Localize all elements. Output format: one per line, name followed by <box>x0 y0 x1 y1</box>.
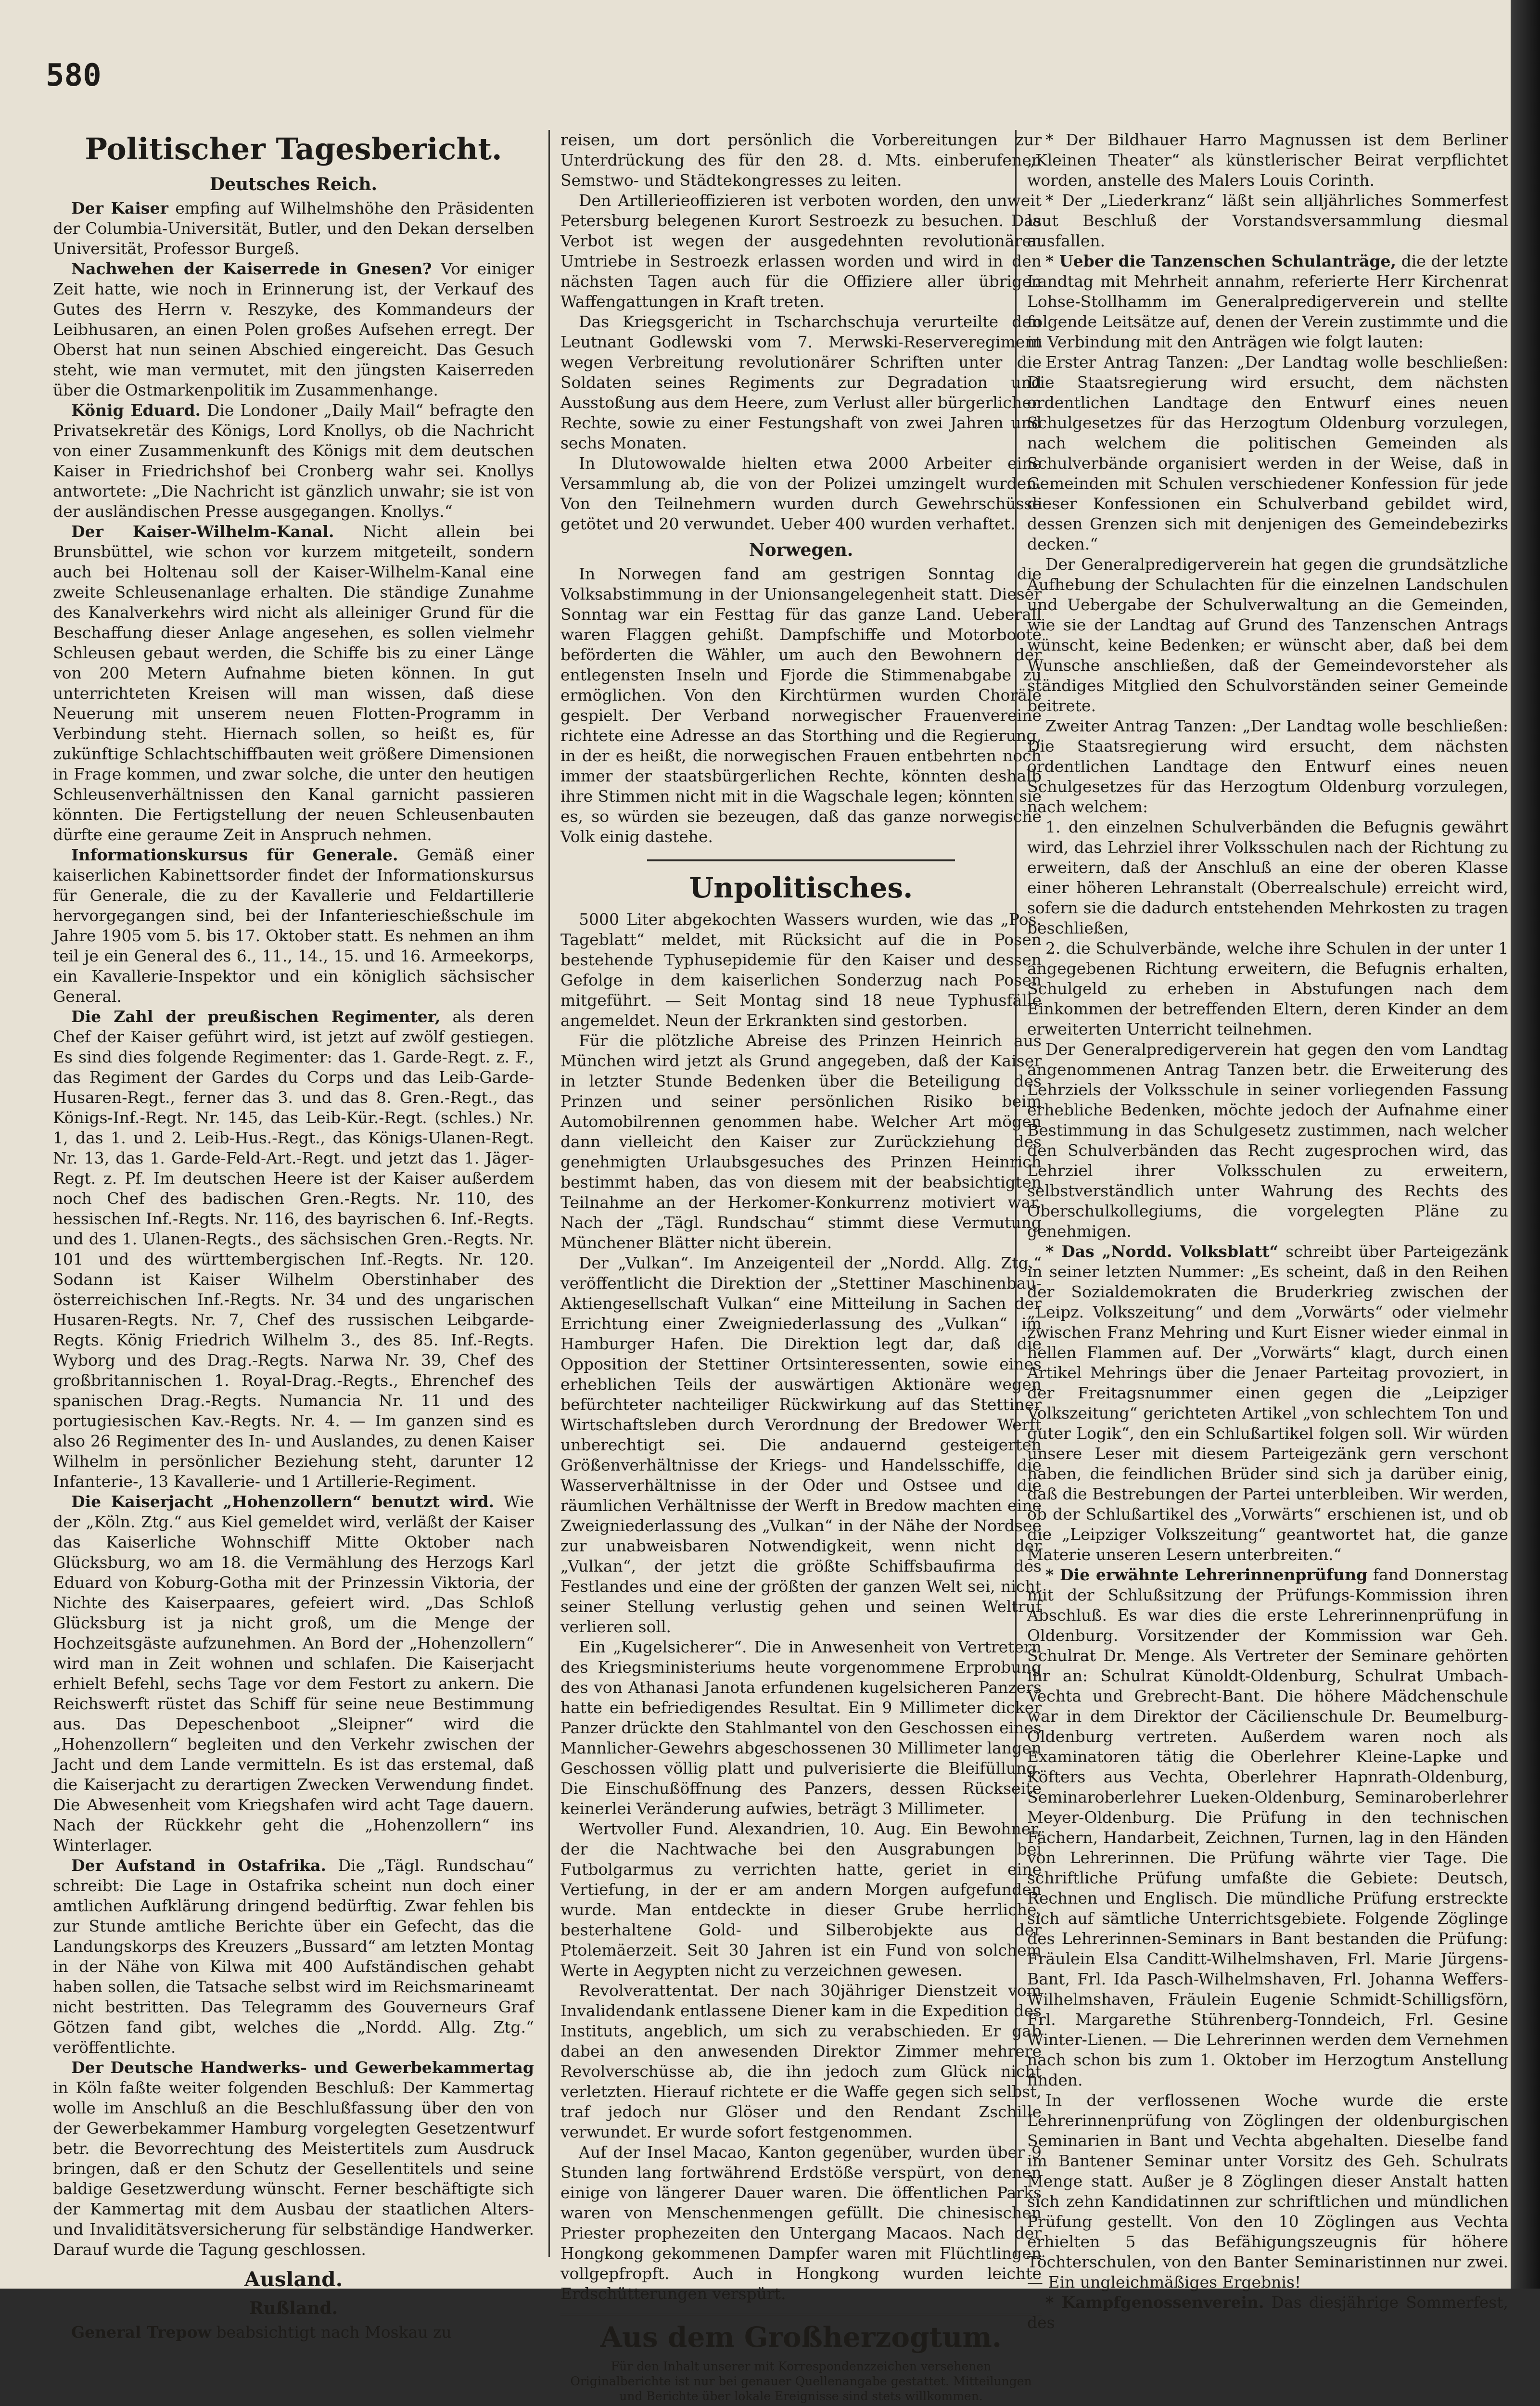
page-title: Politischer Tagesbericht. <box>85 131 502 166</box>
article: In Dlutowowalde hielten etwa 2000 Arbeiter eine Versammlung ab, die von der Polizei umzingelt wurden. Von den Teilnehmern wurden durch Gewehrschüsse getötet und 20 verwundet. Ueber 400 wurden verhaftet. <box>560 454 1042 533</box>
section-heading-ausland: Ausland. <box>244 2267 343 2291</box>
regional-section <box>560 2314 1042 2406</box>
article: In Norwegen fand am gestrigen Sonntag die Volksabstimmung in der Unionsangelegenheit statt. Dieser Sonntag war ein Festtag für das ganze Land. Ueberall waren Flaggen gehißt. Dampfschiffe und Motorboote beförderten die Wähler, um auch den Bewohnern der entlegensten Inseln und Fjorde die Stimmenabgabe zu ermöglichen. Von den Kirchtürmen wurden Choräle gespielt. Der Verband norwegischer Frauenvereine richtete eine Adresse an das Storthing und die Regierung, in der es heißt, die norwegischen Frauen entbehrten noch immer der staatsbürgerlichen Rechte, könnten deshalb ihre Stimmen nicht mit in die Wagschale legen; könnten sie es, so würden sie bezeugen, daß das ganze norwegische Volk einig dastehe. <box>560 564 1042 846</box>
article: Erster Antrag Tanzen: „Der Landtag wolle beschließen: Die Staatsregierung wird ersucht, dem nächsten ordentlichen Landtage den Entwurf eines neuen Schulgesetzes für das Herzogtum Oldenburg vorzulegen, nach welchem die politischen Gemeinden als Schulverbände organisiert werden in der Weise, daß in Gemeinden mit Schulen verschiedener Konfession für jede dieser Konfessionen ein Schulverband gebildet wird, dessen Grenzen sich mit denjenigen des Gemeindebezirks decken.“ <box>1027 353 1508 553</box>
article-lead: Die Kaiserjacht „Hohenzollern“ benutzt wird. <box>71 1492 495 1511</box>
column-1 <box>53 130 534 2342</box>
article: Revolverattentat. Der nach 30jähriger Dienstzeit vom Invalidendank entlassene Diener kam in die Expedition des Instituts, angeblich, um sich zu verabschieden. Er gab dabei an den anwesenden Direktor Zimmer mehrere Revolverschüsse ab, die ihn jedoch zum Glück nicht verletzten. Hierauf richtete er die Waffe gegen sich selbst, traf jedoch nur Glöser und den Rendant Zschille verwundet. Er wurde sofort festgenommen. <box>560 1981 1042 2141</box>
article-lead: Nachwehen der Kaiserrede in Gnesen? <box>71 259 432 278</box>
article: Wertvoller Fund. Alexandrien, 10. Aug. Ein Bewohner, der die Nachtwache bei den Ausgrabungen bei Futbolgarmus zu verrichten hatte, geriet in eine Vertiefung, in der er am andern Morgen aufgefunden wurde. Man entdeckte in dieser Grube herrliche, besterhaltene Gold- und Silberobjekte aus der Ptolemäerzeit. Seit 30 Jahren ist ein Fund von solchem Werte in Aegypten nicht zu verzeichnen gewesen. <box>560 1819 1042 1980</box>
section-divider <box>647 859 955 861</box>
article <box>53 2322 534 2342</box>
article: Für die plötzliche Abreise des Prinzen Heinrich aus München wird jetzt als Grund angegeben, daß der Kaiser in letzter Stunde Bedenken über die Beteiligung des Prinzen und seiner persönlichen Risiko beim Automobilrennen genommen habe. Welcher Art mögen dann vielleicht den Kaiser zur Zurückziehung des genehmigten Urlaubsgesuches des Prinzen Heinrich bestimmt haben, das von diesem mit der beabsichtigten Teilnahme an der Herkomer-Konkurrenz motiviert war. Nach der „Tägl. Rundschau“ stimmt diese Vermutung Münchener Blätter nicht überein. <box>560 1031 1042 1252</box>
article-text: Vor einiger Zeit hatte, wie noch in Erinnerung ist, der Verkauf des Gutes des Herrn v. Reszyke, des Kommandeurs der Leibhusaren, an einen Polen großes Aufsehen erregt. Der Oberst hat nun seinen Abschied eingereicht. Das Gesuch steht, wie man vermutet, mit den jüngsten Kaiserreden über die Ostmarkenpolitik im Zusammenhange. <box>53 259 534 399</box>
column-rule <box>548 130 550 2257</box>
article <box>53 1007 534 1492</box>
article: Der Generalpredigerverein hat gegen die grundsätzliche Aufhebung der Schulachten für die einzelnen Landschulen und Uebergabe der Schulverwaltung an die Gemeinden, wie sie der Landtag auf Grund des Tanzenschen Antrags wünscht, keine Bedenken; er wünscht aber, daß bei dem Wunsche anschließen, daß der Gemeindevorsteher als ständiges Mitglied den Schulvorständen seiner Gemeinde beitrete. <box>1027 555 1508 715</box>
article-text: empfing auf Wilhelmshöhe den Präsidenten der Columbia-Universität, Butler, und den Dekan derselben Universität, Professor Burgeß. <box>53 199 534 258</box>
article: 5000 Liter abgekochten Wassers wurden, wie das „Pos. Tageblatt“ meldet, mit Rücksicht auf die in Posen bestehende Typhusepidemie für den Kaiser und dessen Gefolge in dem kaiserlichen Sonderzug nach Posen mitgeführt. — Seit Montag sind 18 neue Typhusfälle angemeldet. Neun der Erkrankten sind gestorben. <box>560 910 1042 1030</box>
article-text: Nicht allein bei Brunsbüttel, wie schon vor kurzem mitgeteilt, sondern auch bei Holtenau soll der Kaiser-Wilhelm-Kanal eine zweite Schleusenanlage erhalten. Die ständige Zunahme des Kanalverkehrs wird nicht als alleiniger Grund für die Beschaffung dieser Anlage angesehen, es sollen vielmehr Schleusen gebaut werden, die Schiffe bis zu einer Länge von 200 Metern Aufnahme bieten können. In gut unterrichteten Kreisen will man wissen, daß diese Neuerung mit unserem neuen Flotten-Programm in Verbindung steht. Hiernach sollen, so heißt es, für zukünftige Schlachtschiffbauten weit größere Dimensionen in Frage kommen, und zwar solche, die unter den heutigen Schleusenverhältnissen den Kanal garnicht passieren könnten. Die Fertigstellung der neuen Schleusenbauten dürfte eine geraume Zeit in Anspruch nehmen. <box>53 522 534 844</box>
article: Den Artillerieoffizieren ist verboten worden, den unweit Petersburg belegenen Kurort Sestroezk zu besuchen. Das Verbot ist wegen der ausgedehnten revolutionären Umtriebe in Sestroezk erlassen worden und wird in den nächsten Tagen auch für die Offiziere aller übrigen Waffengattungen in Kraft treten. <box>560 191 1042 311</box>
list-item: 2. die Schulverbände, welche ihre Schulen in der unter 1 angegebenen Richtung erweitern, die Befugnis erhalten, Schulgeld zu erheben in Abstufungen nach dem Einkommen der betreffenden Eltern, deren Kinder an dem erweiterten Unterricht teilnehmen. <box>1027 939 1508 1038</box>
column-2 <box>560 130 1042 2406</box>
article-text: schreibt über Parteigezänk in seiner letzten Nummer: „Es scheint, daß in den Reihen der Sozialdemokraten die Bruderkrieg zwischen der „Leipz. Volkszeitung“ und dem „Vorwärts“ oder vielmehr zwischen Franz Mehring und Kurt Eisner wieder einmal in hellen Flammen auf. Der „Vorwärts“ klagt, durch einen Artikel Mehrings über die Jenaer Parteitag provoziert, in der Freitagsnummer einen gegen die „Leipziger Volkszeitung“ gerichteten Artikel „von schlechtem Ton und guter Logik“, den ein Schlußartikel folgen soll. Wir würden unsere Leser mit diesem Parteigezänk gern verschont haben, die feindlichen Brüder sind sich ja darüber einig, daß die Bestrebungen der Partei unterbleiben. Wir werden, ob der Schlußartikel des „Vorwärts“ erschienen ist, und ob die „Leipziger Volkszeitung“ geantwortet hat, die ganze Materie unseren Lesern unterbreiten.“ <box>1027 1242 1508 1564</box>
article: Auf der Insel Macao, Kanton gegenüber, wurden über 9 Stunden lang fortwährend Erdstöße verspürt, von denen einige von längerer Dauer waren. Die öffentlichen Parks waren von Menschenmengen gefüllt. Die chinesischen Priester prophezeiten den Untergang Macaos. Nach der Hongkong gekommenen Dampfer waren mit Flüchtlingen vollgepfropft. Auch in Hongkong wurden leichte Erdschütterungen verspürt. <box>560 2143 1042 2303</box>
article-text: Gemäß einer kaiserlichen Kabinettsorder findet der Informationskursus für Generale, die zu der Kavallerie und Feldartillerie hervorgegangen sind, bei der Infanterieschießschule im Jahre 1905 vom 5. bis 17. Oktober statt. Es nehmen an ihm teil je ein General des 6., 11., 14., 15. und 16. Armeekorps, ein Kavallerie-Inspektor und ein königlich sächsischer General. <box>53 845 534 1006</box>
article: Zweiter Antrag Tanzen: „Der Landtag wolle beschließen: Die Staatsregierung wird ersucht, dem nächsten ordentlichen Landtage den Entwurf eines neuen Schulgesetzes für das Herzogtum Oldenburg vorzulegen, nach welchem: <box>1027 717 1508 816</box>
article <box>53 198 534 259</box>
list-item: 1. den einzelnen Schulverbänden die Befugnis gewährt wird, das Lehrziel ihrer Volksschulen nach der Richtung zu erweitern, daß der Anschluß an eine der oberen Klasse einer höheren Lehranstalt (Oberrealschule) erreicht wird, sofern sie die dadurch entstehenden Mehrkosten zu tragen beschließen, <box>1027 818 1508 937</box>
article-lead: * Das „Nordd. Volksblatt“ <box>1045 1242 1279 1261</box>
article-lead: General Trepow <box>71 2323 211 2342</box>
article: Das Kriegsgericht in Tscharchschuja verurteilte den Leutnant Godlewski vom 7. Merwski-Reserveregiment wegen Verbreitung revolutionärer Schriften unter die Soldaten seines Regiments zur Degradation und Ausstoßung aus dem Heere, zum Verlust aller bürgerlichen Rechte, sowie zu einer Festungshaft von zwei Jahren und sechs Monaten. <box>560 312 1042 452</box>
article-text: beabsichtigt nach Moskau zu <box>216 2323 452 2342</box>
article-text: Wie der „Köln. Ztg.“ aus Kiel gemeldet wird, verläßt der Kaiser das Kaiserliche Wohnschiff Mitte Oktober nach Glücksburg, wo am 18. die Vermählung des Herzogs Karl Eduard von Koburg-Gotha mit der Prinzessin Viktoria, der Nichte des Kaiserpaares, gefeiert wird. „Das Schloß Glücksburg ist ja nicht groß, um die Menge der Hochzeitsgäste aufzunehmen. An Bord der „Hohenzollern“ wird man in Zeit wohnen und schlafen. Die Kaiserjacht erhielt Befehl, sechs Tage vor dem Festort zu ankern. Die Reichswerft rüstet das Schiff für seine neue Bestimmung aus. Das Depeschenboot „Sleipner“ wird die „Hohenzollern“ begleiten und den Verkehr zwischen der Jacht und dem Lande vermitteln. Es ist das erstemal, daß die Kaiserjacht zu derartigen Zwecken Verwendung findet. Die Abwesenheit vom Kriegshafen wird acht Tage dauern. Nach der Rückkehr geht die „Hohenzollern“ ins Winterlager. <box>53 1492 534 1855</box>
scan-edge <box>1511 0 1540 2289</box>
article <box>1027 1565 1508 2090</box>
article-text: Das diesjährige Sommerfest, des <box>1027 2293 1508 2332</box>
section-heading-deutsches-reich: Deutsches Reich. <box>209 174 378 194</box>
article-text: fand Donnerstag mit der Schlußsitzung der Prüfungs-Kommission ihren Abschluß. Es war dies die erste Lehrerinnenprüfung in Oldenburg. Vorsitzender der Kommission war Geh. Schulrat Dr. Menge. Als Vertreter der Seminare gehörten ihr an: Schulrat Künoldt-Oldenburg, Schulrat Umbach-Vechta und Grebrecht-Bant. Die höhere Mädchenschule war in dem Direktor der Cäcilienschule Dr. Beumelburg-Oldenburg vertreten. Außerdem waren noch als Examinatoren tätig die Oberlehrer Kleine-Lapke und Köfters aus Vechta, Oberlehrer Hapnrath-Oldenburg, Seminaroberlehrer Lueken-Oldenburg, Seminaroberlehrer Meyer-Oldenburg. Die Prüfung in den technischen Fächern, Handarbeit, Zeichnen, Turnen, lag in den Händen von Lehrerinnen. Die Prüfung währte vier Tage. Die schriftliche Prüfung umfaßte die Gebiete: Deutsch, Rechnen und Englisch. Die mündliche Prüfung erstreckte sich auf sämtliche Unterrichtsgebiete. Folgende Zöglinge des Lehrerinnen-Seminars in Bant bestanden die Prüfung: Fräulein Elsa Canditt-Wilhelmshaven, Frl. Marie Jürgens-Bant, Frl. Ida Pasch-Wilhelmshaven, Frl. Johanna Weffers-Wilhelmshaven, Fräulein Eugenie Schmidt-Schilligsförn, Frl. Margarethe Stührenberg-Tonndeich, Frl. Gesine Winter-Lienen. — Die Lehrerinnen werden dem Vernehmen nach schon bis zum 1. Oktober im Herzogtum Anstellung finden. <box>1027 1565 1508 2089</box>
article-lead: Informationskursus für Generale. <box>71 845 398 864</box>
article-continuation: reisen, um dort persönlich die Vorbereitungen zur Unterdrückung des für den 28. d. Mts. einberufenen Semstwo- und Städtekongresses zu leiten. <box>560 130 1042 190</box>
article <box>1027 2292 1508 2333</box>
article-text: als deren Chef der Kaiser geführt wird, ist jetzt auf zwölf gestiegen. Es sind dies folgende Regimenter: das 1. Garde-Regt. z. F., das Regiment der Gardes du Corps und das Leib-Garde-Husaren-Regt., ferner das 3. und das 8. Gren.-Regt., das Königs-Inf.-Regt. Nr. 145, das Leib-Kür.-Regt. (schles.) Nr. 1, das 1. und 2. Leib-Hus.-Regt., das Königs-Ulanen-Regt. Nr. 13, das 1. Garde-Feld-Art.-Regt. und jetzt das 1. Jäger-Regt. z. Pf. Im deutschen Heere ist der Kaiser außerdem noch Chef des badischen Gren.-Regts. Nr. 110, des hessischen Inf.-Regts. Nr. 116, des bayrischen 6. Inf.-Regts. und des 1. Ulanen-Regts., des sächsischen Gren.-Regts. Nr. 101 und des württembergischen Inf.-Regts. Nr. 120. Sodann ist Kaiser Wilhelm Oberstinhaber des österreichischen Inf.-Regts. Nr. 34 und des ungarischen Husaren-Regts. Nr. 7, Chef des russischen Leibgarde-Regts. König Friedrich Wilhelm 3., des 85. Inf.-Regts. Wyborg und des Drag.-Regts. Narwa Nr. 39, Chef des großbritannischen 1. Royal-Drag.-Regts., Ehrenchef des spanischen Drag.-Regts. Numancia Nr. 11 und des portugiesischen Kav.-Regts. Nr. 4. — Im ganzen sind es also 26 Regimenter des In- und Auslandes, zu denen Kaiser Wilhelm in persönlicher Beziehung steht, darunter 12 Infanterie-, 13 Kavallerie- und 1 Artillerie-Regiment. <box>53 1007 534 1491</box>
article <box>1027 251 1508 352</box>
article: * Der „Liederkranz“ läßt sein alljährliches Sommerfest laut Beschluß der Vorstandsversammlung diesmal ausfallen. <box>1027 191 1508 250</box>
article-lead: * Ueber die Tanzenschen Schulanträge, <box>1045 252 1397 270</box>
article: Der Generalpredigerverein hat gegen den vom Landtag angenommenen Antrag Tanzen betr. die Erweiterung des Lehrziels der Volksschule in seiner vorliegenden Fassung erhebliche Bedenken, möchte jedoch der Aufnahme einer Bestimmung in das Schulgesetz zustimmen, nach welcher den Schulverbänden das Recht zugesprochen wird, das Lehrziel ihrer Volksschulen zu erweitern, selbstverständlich unter Wahrung des Rechts des Oberschulkollegiums, die vorgelegten Pläne zu genehmigen. <box>1027 1040 1508 1241</box>
article-lead: Der Deutsche Handwerks- und Gewerbekammertag <box>71 2058 534 2077</box>
article: Ein „Kugelsicherer“. Die in Anwesenheit von Vertretern des Kriegsministeriums heute vorgenommene Erprobung des von Athanasi Janota erfundenen kugelsicheren Panzers hatte ein befriedigendes Resultat. Ein 9 Millimeter dicker Panzer drückte den Stahlmantel von den Geschossen eines Mannlicher-Gewehrs abgeschossenen 30 Millimeter langen Geschossen völlig platt und pulverisierte die Bleifüllung. Die Einschußöffnung des Panzers, dessen Rückseite keinerlei Veränderung aufwies, beträgt 3 Millimeter. <box>560 1638 1042 1818</box>
article <box>53 2058 534 2260</box>
article: * Der Bildhauer Harro Magnussen ist dem Berliner „Kleinen Theater“ als künstlerischer Beirat verpflichtet worden, anstelle des Malers Louis Corinth. <box>1027 130 1508 190</box>
section-heading-unpolitisches: Unpolitisches. <box>689 871 913 904</box>
article <box>53 845 534 1007</box>
section-heading-norwegen: Norwegen. <box>749 540 853 560</box>
article <box>53 1492 534 1856</box>
column-3 <box>1027 130 1508 2333</box>
article-lead: * Kampfgenossenverein. <box>1045 2293 1264 2312</box>
article-text: Die Londoner „Daily Mail“ befragte den Privatsekretär des Königs, Lord Knollys, ob die Nachricht von einer Zusammenkunft des Königs mit dem deutschen Kaiser in Friedrichshof bei Cronberg wahr sei. Knollys antwortete: „Die Nachricht ist gänzlich unwahr; sie ist von der ausländischen Presse ausgegangen. Knollys.“ <box>53 401 534 521</box>
article-text: die der letzte Landtag mit Mehrheit annahm, referierte Herr Kirchenrat Lohse-Stollhamm im Generalpredigerverein und stellte folgende Leitsätze auf, denen der Verein zustimmte und die in Verbindung mit den Anträgen wie folgt lauten: <box>1027 252 1508 351</box>
article <box>53 259 534 400</box>
article: Der „Vulkan“. Im Anzeigenteil der „Nordd. Allg. Ztg.“ veröffentlicht die Direktion der „Stettiner Maschinenbau-Aktiengesellschaft Vulkan“ eine Mitteilung in Sachen der Errichtung einer Zweigniederlassung des „Vulkan“ im Hamburger Hafen. Die Direktion legt dar, daß die Opposition der Stettiner Ortsinteressenten, sowie eines erheblichen Teils der auswärtigen Aktionäre wegen befürchteter nachteiliger Rückwirkung auf das Stettiner Wirtschaftsleben durch Verordnung der Bredower Werft unberechtigt sei. Die andauernd gesteigerten Größenverhältnisse der Kriegs- und Handelsschiffe, die Wasserverhältnisse in der Oder und Ostsee und die räumlichen Verhältnisse der Werft in Bredow machten eine Zweigniederlassung des „Vulkan“ in der Nähe der Nordsee zur unabweisbaren Notwendigkeit, wenn nicht der „Vulkan“, der jetzt die größte Schiffsbaufirma des Festlandes und eine der größten der ganzen Welt sei, nicht seiner Stellung verlustig gehen und seinen Weltruf verlieren soll. <box>560 1254 1042 1636</box>
article <box>53 400 534 522</box>
article-text: in Köln faßte weiter folgenden Beschluß: Der Kammertag wolle im Anschluß an die Beschlußfassung über den von der Gewerbekammer Hamburg vorgelegten Gesetzentwurf betr. die Bevorrechtung des Meistertitels zum Ausdruck bringen, daß er den Schutz der Gesellentitels und seine baldige Gesetzwerdung wünscht. Ferner beschäftigte sich der Kammertag mit dem Ausbau der staatlichen Alters- und Invaliditätsversicherung für selbständige Handwerker. Darauf wurde die Tagung geschlossen. <box>53 2078 534 2259</box>
section-heading-grossherzogtum: Aus dem Großherzogtum. <box>600 2321 1002 2354</box>
article <box>53 522 534 845</box>
article-lead: Der Aufstand in Ostafrika. <box>71 1856 327 1875</box>
editorial-note: Für den Inhalt unserer mit Korrespondenzzeichen versehenen Originalberichte ist nur bei genauer Quellenangabe gestattet. Mitteilungen und Berichte über lokale Ereignisse sind stets willkommen. <box>570 2359 1032 2403</box>
article-text: Die „Tägl. Rundschau“ schreibt: Die Lage in Ostafrika scheint nun doch einer amtlichen Aufklärung dringend bedürftig. Zwar fehlen bis zur Stunde amtliche Berichte über ein Gefecht, das die Landungskorps des Kreuzers „Bussard“ am letzten Montag in der Nähe von Kilwa mit 400 Aufständischen gehabt haben sollen, die Tatsache selbst wird im Reichsmarineamt nicht bestritten. Das Telegramm des Gouverneurs Graf Götzen fand gibt, welches die „Nordd. Allg. Ztg.“ veröffentlichte. <box>53 1856 534 2057</box>
section-heading-russland: Rußland. <box>249 2298 338 2318</box>
article-lead: * Die erwähnte Lehrerinnenprüfung <box>1045 1565 1368 1584</box>
article-lead: König Eduard. <box>71 401 201 420</box>
article <box>1027 1241 1508 1565</box>
page-number: 580 <box>46 58 102 93</box>
article-lead: Der Kaiser-Wilhelm-Kanal. <box>71 522 334 541</box>
article-lead: Der Kaiser <box>71 199 168 218</box>
article-lead: Die Zahl der preußischen Regimenter, <box>71 1007 441 1026</box>
article <box>53 1856 534 2058</box>
article: In der verflossenen Woche wurde die erste Lehrerinnenprüfung von Zöglingen der oldenburgischen Seminarien in Bant und Vechta abgehalten. Dieselbe fand im Bantener Seminar unter Vorsitz des Geh. Schulrats Menge statt. Außer je 8 Zöglingen dieser Anstalt hatten sich zehn Kandidatinnen zur schriftlichen und mündlichen Prüfung gestellt. Von den 10 Zöglingen aus Vechta erhielten 5 das Befähigungszeugnis für höhere Töchterschulen, von den Banter Seminaristinnen nur zwei. — Ein ungleichmäßiges Ergebnis! <box>1027 2091 1508 2291</box>
